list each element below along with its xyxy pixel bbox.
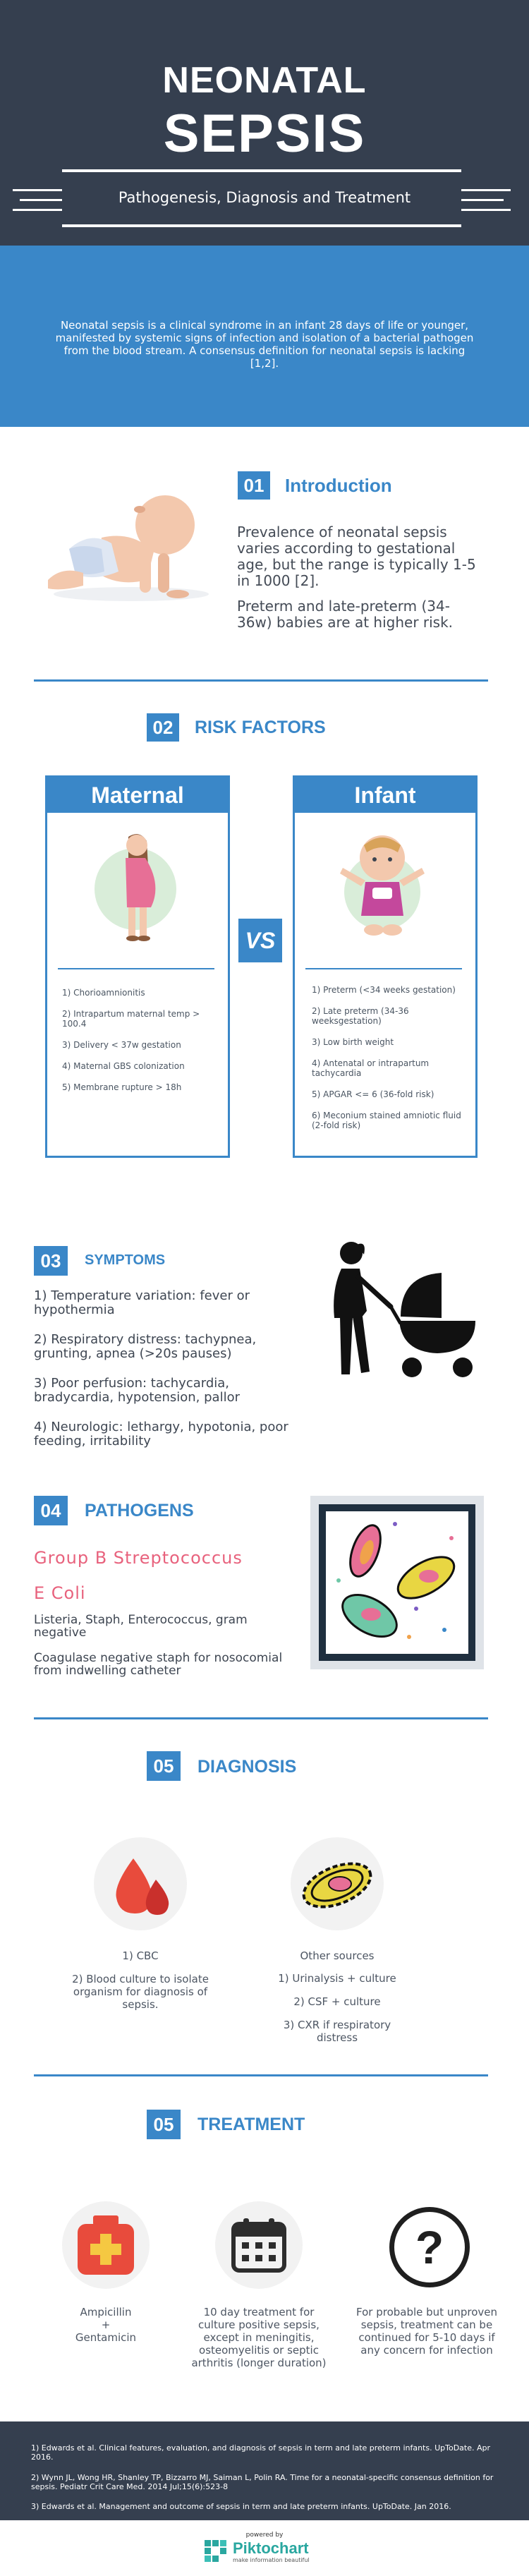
piktochart-brand[interactable]: Piktochart	[233, 2539, 309, 2557]
pathogens-number-badge: 04	[34, 1496, 68, 1525]
medicine-box-icon	[73, 2213, 138, 2278]
title-line-2: SEPSIS	[163, 104, 366, 164]
infant-risk-item: 3) Low birth weight	[312, 1037, 394, 1047]
maternal-risk-list	[62, 988, 210, 1103]
intro-number-badge: 01	[238, 471, 270, 500]
bacteria-petri-illustration	[310, 1496, 484, 1669]
diagnosis-number-badge: 05	[147, 1751, 181, 1781]
symptom-item: 3) Poor perfusion: tachycardia, bradycardia, hypotension, pallor	[34, 1376, 240, 1405]
intro-paragraph-1: Prevalence of neonatal sepsis varies according to gestational age, but the range is typically 1-5 in 1000 [2].	[237, 524, 476, 589]
maternal-risk-item: 1) Chorioamnionitis	[62, 988, 145, 998]
intro-title: Introduction	[285, 475, 392, 496]
treatment-number-badge: 05	[147, 2110, 181, 2139]
treatment-title: TREATMENT	[197, 2115, 305, 2134]
maternal-risk-item: 3) Delivery < 37w gestation	[62, 1040, 181, 1050]
maternal-risk-item: 2) Intrapartum maternal temp > 100.4	[62, 1009, 200, 1029]
diagnosis-cxr: 3) CXR if respiratory distress	[283, 2019, 391, 2044]
diagnosis-title: DIAGNOSIS	[197, 1757, 297, 1777]
reference-1: 1) Edwards et al. Clinical features, evaluation, and diagnosis of sepsis in term and late preterm infants. UpToDate. Apr 2016.	[31, 2443, 491, 2462]
blood-drop-icon	[109, 1854, 173, 1918]
header-rule-top	[62, 169, 461, 172]
infant-girl-illustration	[332, 824, 434, 945]
infant-risk-list	[312, 985, 463, 1142]
maternal-panel-divider	[58, 968, 214, 969]
reference-2: 2) Wynn JL, Wong HR, Shanley TP, Bizzarro MJ, Saiman L, Polin RA. Time for a neonatal-specific consensus definition for sepsis. Pediatr Crit Care Med. 2014 Jul;15(6):523-8	[31, 2473, 494, 2491]
pathogens-title: PATHOGENS	[85, 1501, 194, 1520]
header-rule-bottom	[62, 224, 461, 227]
pathogen-other-line: Listeria, Staph, Enterococcus, gram negative	[34, 1613, 248, 1640]
question-mark-icon: ?	[389, 2207, 470, 2287]
mother-with-stroller-icon	[317, 1233, 487, 1381]
infant-panel-title: Infant	[295, 778, 475, 813]
pathogen-gbs: Group B Streptococcus	[34, 1548, 243, 1568]
bacteria-icon	[296, 1851, 378, 1919]
symptom-item: 4) Neurologic: lethargy, hypotonia, poor feeding, irritability	[34, 1420, 288, 1449]
section-divider-3	[34, 2074, 488, 2076]
section-divider-1	[34, 679, 488, 682]
diagnosis-cbc: 1) CBC	[122, 1949, 159, 1962]
risk-number-badge: 02	[147, 713, 179, 742]
powered-by-label: powered by	[245, 2532, 284, 2539]
diagnosis-csf: 2) CSF + culture	[293, 1995, 381, 2008]
maternal-risk-item: 4) Maternal GBS colonization	[62, 1061, 185, 1071]
infant-risk-item: 6) Meconium stained amniotic fluid (2-fold risk)	[312, 1111, 461, 1130]
infant-panel-divider	[305, 968, 462, 969]
pregnant-woman-illustration	[85, 824, 183, 945]
header-dash-right-3	[461, 209, 511, 211]
diagnosis-urinalysis: 1) Urinalysis + culture	[278, 1972, 396, 1985]
treatment-duration-positive: 10 day treatment for culture positive sepsis, except in meningitis, osteomyelitis or septic arthritis (longer duration)	[191, 2306, 327, 2369]
diagnosis-blood-culture: 2) Blood culture to isolate organism for diagnosis of sepsis.	[72, 1973, 209, 2011]
maternal-panel-title: Maternal	[47, 778, 228, 813]
symptom-item: 1) Temperature variation: fever or hypothermia	[34, 1288, 250, 1317]
infant-risk-item: 4) Antenatal or intrapartum tachycardia	[312, 1058, 430, 1078]
crawling-baby-illustration	[34, 488, 214, 610]
maternal-risk-item: 5) Membrane rupture > 18h	[62, 1082, 182, 1092]
piktochart-tagline: make information beautiful	[233, 2557, 310, 2563]
symptoms-number-badge: 03	[34, 1246, 68, 1276]
intro-band-text: Neonatal sepsis is a clinical syndrome in an infant 28 days of life or younger, manifested by systemic signs of infection and isolation of a bacterial pathogen from the blood stream. A consensus definition for neonatal sepsis is lacking [1,2].	[55, 319, 474, 370]
section-divider-2	[34, 1717, 488, 1719]
pathogen-nosocomial-line: Coagulase negative staph for nosocomial from indwelling catheter	[34, 1651, 283, 1678]
infant-risk-item: 5) APGAR <= 6 (36-fold risk)	[312, 1089, 434, 1099]
reference-3: 3) Edwards et al. Management and outcome of sepsis in term and late preterm infants. UpToDate. Jan 2016.	[31, 2502, 451, 2511]
diagnosis-other-heading: Other sources	[300, 1949, 375, 1962]
symptom-item: 2) Respiratory distress: tachypnea, grunting, apnea (>20s pauses)	[34, 1332, 257, 1361]
piktochart-logo-icon	[205, 2540, 227, 2563]
symptoms-list	[34, 1289, 302, 1464]
title-line-1: NEONATAL	[162, 60, 367, 101]
infant-risk-item: 2) Late preterm (34-36 weeksgestation)	[312, 1006, 409, 1026]
calendar-icon	[231, 2217, 287, 2273]
treatment-duration-probable: For probable but unproven sepsis, treatment can be continued for 5-10 days if any concern for infection	[356, 2306, 497, 2357]
intro-paragraph-2: Preterm and late-preterm (34-36w) babies are at higher risk.	[237, 598, 454, 631]
symptoms-title: SYMPTOMS	[85, 1252, 166, 1268]
header-dash-left-3	[13, 209, 62, 211]
vs-badge: VS	[238, 919, 282, 962]
infant-risk-item: 1) Preterm (<34 weeks gestation)	[312, 985, 456, 995]
header-subtitle: Pathogenesis, Diagnosis and Treatment	[118, 189, 411, 206]
pathogen-ecoli: E Coli	[34, 1583, 86, 1603]
risk-title: RISK FACTORS	[195, 718, 326, 737]
treatment-antibiotics: Ampicillin + Gentamicin	[75, 2306, 137, 2344]
